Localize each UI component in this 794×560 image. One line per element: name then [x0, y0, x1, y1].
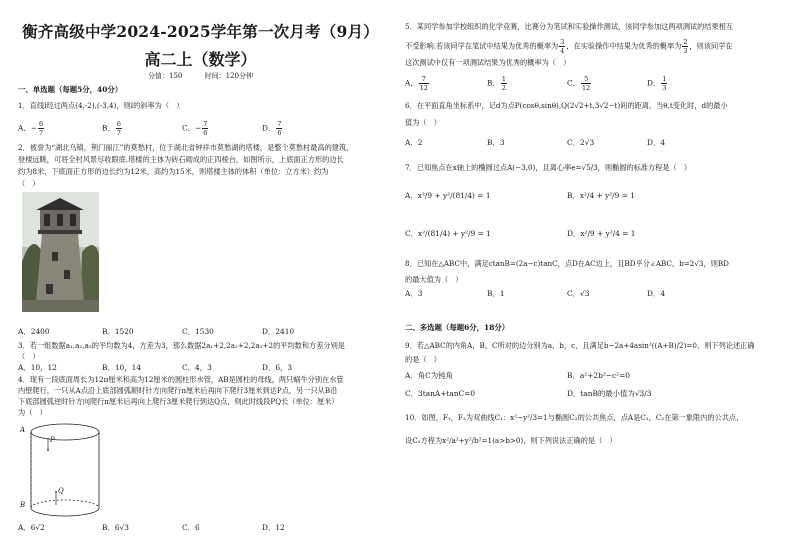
- score-info: 分值：150: [148, 72, 183, 80]
- q4-stem-line1: 4．现有一段底面周长为12π厘米和高为12厘米的圆柱形水管，AB是圆柱的母线，两只蜗牛分别在水管: [18, 375, 344, 384]
- q7-option-c[interactable]: C．x²/(81/4) + y²/9 = 1: [405, 229, 491, 238]
- q3-option-c[interactable]: C．4，3: [182, 363, 212, 372]
- q2-stem-line3: 约为8米，下底面正方形的边长约为12米，高约为15米，则塔楼主体的体积（单位：立方米）约为: [18, 167, 329, 176]
- exam-meta: [18, 71, 383, 81]
- tower-photo: [22, 192, 99, 312]
- q7-option-d[interactable]: D．x²/9 + y²/4 = 1: [567, 229, 636, 238]
- q7-option-b[interactable]: B．x²/4 + y²/9 = 1: [567, 191, 635, 200]
- q7-option-a[interactable]: A．x²/9 + y²/(81/4) = 1: [405, 191, 491, 200]
- q6-option-b[interactable]: B．3: [487, 138, 505, 147]
- cylinder-diagram: [20, 420, 110, 520]
- q8-option-a[interactable]: A．3: [405, 289, 423, 298]
- q1-option-a[interactable]: A．− $\frac{6}{7}$: [18, 120, 44, 137]
- q10-stem-line1: 10．如图，F₁，F₂为双曲线C₁：x²−y²/3=1与椭圆C₂的公共焦点，点A是C₁，C₂在第一象限内的公共点，: [405, 413, 744, 422]
- section-multi-choice: 二、多选题（每题6分，18分）: [405, 323, 510, 332]
- q1-option-c[interactable]: C．− $\frac{7}{6}$: [182, 120, 208, 137]
- q2-stem-line4: （ ）: [18, 179, 40, 188]
- q8-option-c[interactable]: C．√3: [567, 289, 590, 298]
- q1-option-b[interactable]: B． $\frac{6}{7}$: [102, 120, 121, 137]
- q7-stem: 7．已知焦点在x轴上的椭圆过点A(−3,0)，且离心率e=√5/3，则椭圆的标准方程是（ ）: [405, 163, 692, 172]
- q9-stem-line1: 9．若△ABC的内角A，B，C所对的边分别为a，b，c，且满足b−2a+4asin²((A+B)/2)=0，则下列论述正确: [405, 341, 755, 350]
- q4-option-a[interactable]: A．6√2: [18, 523, 45, 532]
- q2-stem-line1: 2．被誉为“湖北乌镇，荆门丽江”的莫愁村，位于湖北省钟祥市莫愁湖的塔楼，是整个莫愁村最高的建筑，: [18, 143, 354, 152]
- q6-stem-line2: 值为（ ）: [405, 118, 441, 127]
- q4-option-c[interactable]: C．6: [182, 523, 200, 532]
- q3-stem-line1: 3．若一组数据a₁,a₂,a₃的平均数为4，方差为3，那么数据2a₁+2,2a₂+2,2a₃+2的平均数和方差分别是: [18, 341, 345, 350]
- q5-option-d[interactable]: D． $\frac{1}{3}$: [647, 75, 667, 92]
- section-single-choice: 一、单选题（每题5分，40分）: [18, 85, 123, 94]
- q5-option-b[interactable]: B． $\frac{1}{2}$: [487, 75, 506, 92]
- cyl-label-q: Q: [58, 487, 64, 495]
- q6-option-a[interactable]: A．2: [405, 138, 423, 147]
- q1-option-d[interactable]: D． $\frac{7}{6}$: [262, 120, 282, 137]
- q3-option-d[interactable]: D．6，3: [262, 363, 293, 372]
- q5-stem-line3: 这次测试中仅有一项测试结果为优秀的概率为（ ）: [405, 58, 571, 67]
- q3-stem-line2: （ ）: [18, 352, 40, 361]
- exam-title: 衡齐高级中学2024-2025学年第一次月考（9月）: [22, 22, 379, 41]
- q2-option-c[interactable]: C．1530: [182, 327, 214, 336]
- q5-option-c[interactable]: C． $\frac{5}{12}$: [567, 75, 591, 92]
- q6-option-c[interactable]: C．2√3: [567, 138, 595, 147]
- q9-option-a[interactable]: A．角C为钝角: [405, 371, 453, 380]
- q8-stem-line2: 的最大值为（ ）: [405, 275, 463, 284]
- time-info: 时间：120分钟: [204, 72, 253, 80]
- q9-option-b[interactable]: B．a²+2b²−c²=0: [567, 371, 630, 380]
- q9-option-c[interactable]: C．3tanA+tanC=0: [405, 389, 476, 398]
- q4-stem-line2: 内壁爬行，一只从A点沿上底部圆弧顺时针方向爬行π厘米后再向下爬行3厘米到达P点，另一只从B沿: [18, 386, 338, 395]
- q1-stem: 1．直线l经过两点(4,-2),(-3,4)，则l的斜率为（ ）: [18, 101, 184, 110]
- q4-stem-line4: 为（ ）: [18, 408, 47, 417]
- q3-option-a[interactable]: A．10，12: [18, 363, 57, 372]
- cyl-label-a: A: [20, 426, 26, 434]
- cyl-label-b: B: [20, 501, 26, 509]
- q9-option-d[interactable]: D．tanB的最小值为√3/3: [567, 389, 652, 398]
- q2-option-d[interactable]: D．2410: [262, 327, 295, 336]
- q9-stem-line2: 的是（ ）: [405, 355, 441, 364]
- q6-stem-line1: 6．在平面直角坐标系中，记d为点P(cosθ,sinθ),Q(2√2+t,3√2−t)间的距离，当θ,t变化时，d的最小: [405, 101, 728, 110]
- q8-stem-line1: 8．已知在△ABC中，满足ctanB=(2a−c)tanC，点D在AC边上，且BD平分∠ABC，b=2√3，则BD: [405, 259, 729, 268]
- q4-option-d[interactable]: D．12: [262, 523, 285, 532]
- exam-subtitle: 高二上（数学）: [144, 50, 257, 69]
- q5-stem-line2: 不受影响.若该同学在笔试中结果为优秀的概率为 $\frac{3}{4}$ ，在实验操作中结果为优秀的概率为 $\frac{2}{3}$ ，则该同学在: [405, 38, 733, 55]
- q2-stem-line2: 登楼远眺，可将全村风景尽收眼底.塔楼的主体为砖石砌成的正四棱台，如图所示，上底面正方形的边长: [18, 155, 344, 164]
- q2-option-b[interactable]: B．1520: [102, 327, 134, 336]
- q4-option-b[interactable]: B．6√3: [102, 523, 129, 532]
- q8-option-b[interactable]: B．1: [487, 289, 505, 298]
- q3-option-b[interactable]: B．10，14: [102, 363, 142, 372]
- q4-stem-line3: 下底部圆弧逆时针方向爬行π厘米后再向上爬行3厘米爬行到达Q点，则此时线段PQ长（单位：厘米）: [18, 397, 339, 406]
- q2-option-a[interactable]: A．2400: [18, 327, 50, 336]
- cyl-label-p: P: [50, 436, 55, 444]
- q5-stem-line1: 5．某同学参加学校组织的化学竞赛，比赛分为笔试和实验操作测试，该同学参加这两项测试的结果相互: [405, 22, 734, 31]
- q10-stem-line2: 设C₂方程为x²/a²+y²/b²=1(a>b>0)，则下列说法正确的是（ ）: [405, 436, 617, 445]
- q8-option-d[interactable]: D．4: [647, 289, 666, 298]
- q6-option-d[interactable]: D．4: [647, 138, 666, 147]
- q5-option-a[interactable]: A． $\frac{7}{12}$: [405, 75, 428, 92]
